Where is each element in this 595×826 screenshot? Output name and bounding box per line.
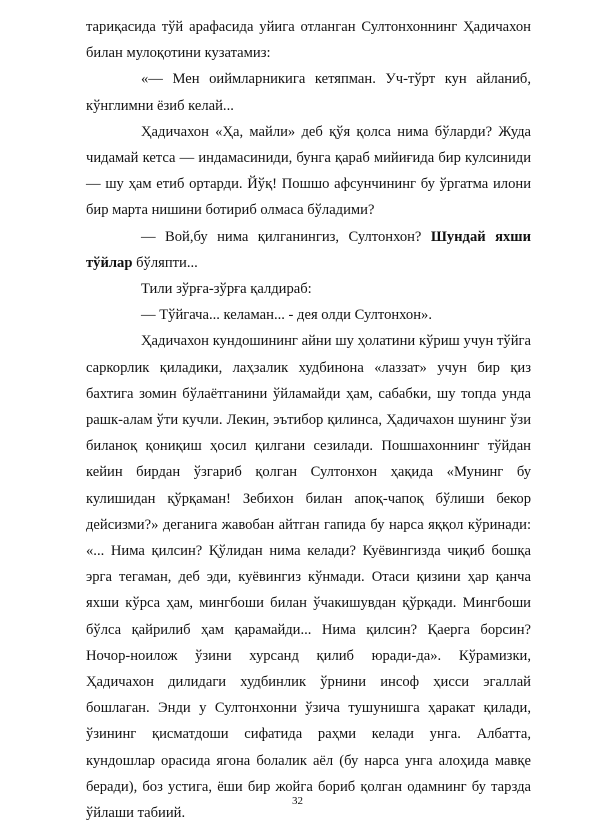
paragraph-6: — Тўйгача... келаман... - дея олди Султонхон».	[141, 307, 432, 324]
paragraph-4-text-a: — Вой,бу нима қилганингиз, Султонхон?	[141, 228, 431, 245]
paragraph-3: Ҳадичахон «Ҳа, майли» деб қўя қолса нима бўларди? Жуда чидамай кетса — индамасиниди, бунга қараб мийиғида бир кулсиниди — шу ҳам етиб ортарди. Йўқ! Пошшо афсунчининг бу ўргатма илони бир марта нишини ботириб олмаса бўладими?	[86, 123, 531, 219]
paragraph-4-bold-text: Шундай яхши тўйлар	[86, 228, 531, 271]
paragraph-4	[86, 224, 531, 276]
paragraph-1: тариқасида тўй арафасида уйига отланган Султонхоннинг Ҳадичахон билан мулоқотини кузатамиз:	[86, 19, 531, 62]
page-number: 32	[292, 795, 303, 807]
paragraph-4-text-b: бўляпти...	[132, 254, 198, 271]
paragraph-5: Тили зўрға-зўрға қалдираб:	[141, 281, 312, 298]
paragraph-7: Ҳадичахон кундошининг айни шу ҳолатини кўриш учун тўйга саркорлик қиладики, лаҳзалик худбинона «лаззат» учун бир қиз бахтига зомин бўлаётганини ўйламайди ҳам, сабабки, шу топда унда рашк-алам ўти кучли. Лекин, эътибор қилинса, Ҳадичахон шунинг ўзи биланоқ қониқиш ҳосил қилгани сезилади. Пошшахоннинг тўйдан кейин бирдан ўзгариб қолган Султонхон ҳақида «Мунинг бу кулишидан қўрқаман! Зебихон билан апоқ-чапоқ бўлиши бекор дейсизми?» деганига жавобан айтган гапида бу нарса яққол кўринади: «... Нима қилсин? Қўлидан нима келади? Куёвингизда чиқиб бошқа эрга тегаман, деб эди, куёвингиз кўнмади. Отаси қизини ҳар қанча яхши кўрса ҳам, мингбоши билан ўчакишувдан қўрқади. Мингбоши бўлса қайрилиб ҳам қарамайди... Нима қилсин? Қаерга борсин? Ночор-ноилож ўзини хурсанд қилиб юради-да». Кўрамизки, Ҳадичахон дилидаги худбинлик ўрнини инсоф ҳисси эгаллай бошлаган. Энди у Султонхонни ўзича тушунишга ҳаракат қилади, ўзининг қисматдоши сифатида раҳми келади унга. Албатта, кундошлар орасида ягона болалик аёл (бу нарса унга алоҳида мавқе беради), боз устига, ёши бир жойга бориб қолган одамнинг бу тарзда ўйлаши табиий.	[86, 333, 531, 822]
body-text	[86, 14, 531, 826]
paragraph-2: «— Мен оиймларникига кетяпман. Уч-тўрт кун айланиб, кўнглимни ёзиб келай...	[86, 71, 531, 114]
